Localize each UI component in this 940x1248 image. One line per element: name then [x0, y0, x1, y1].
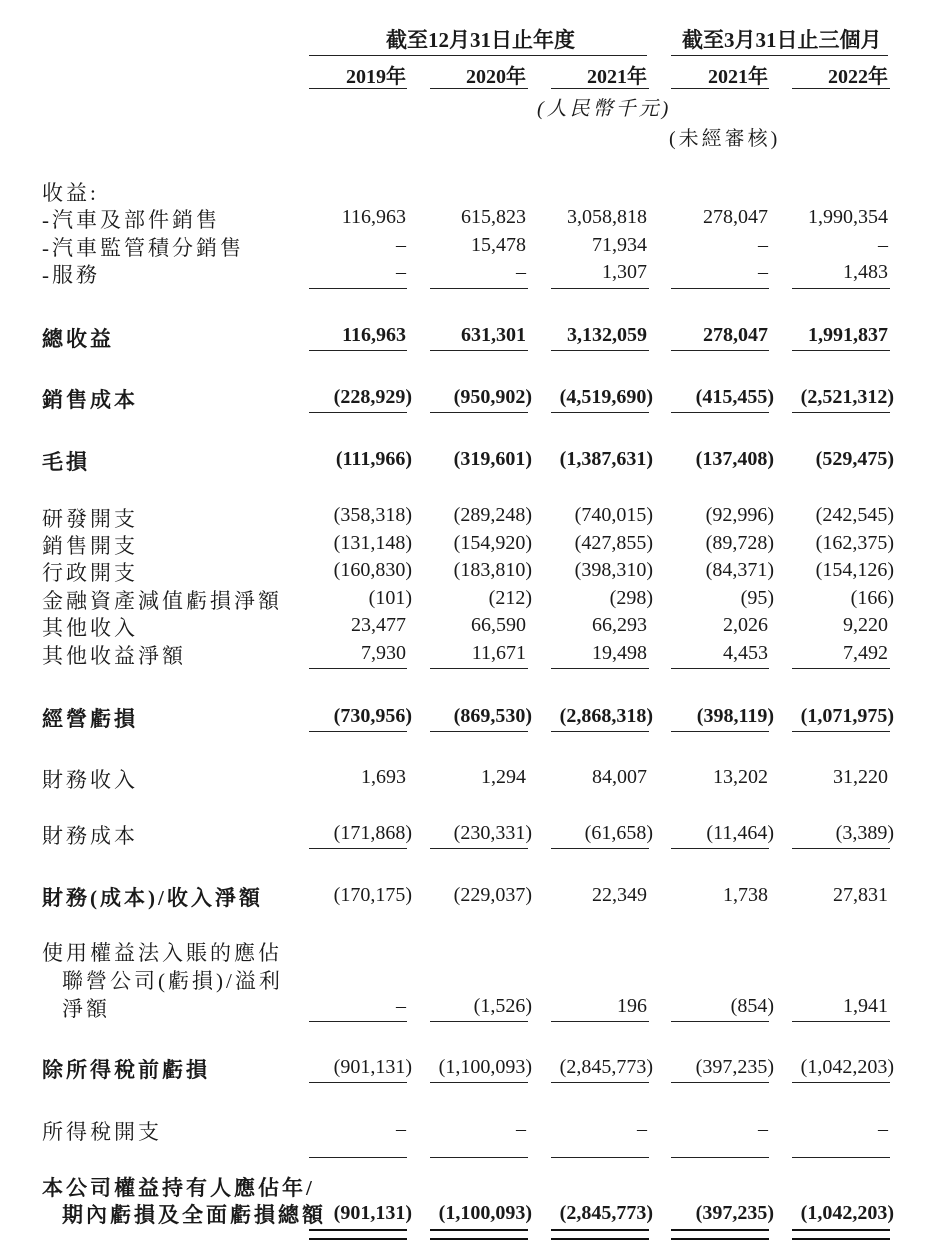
total-double-rule: [309, 1229, 407, 1240]
year-header: 2019年: [346, 66, 406, 88]
cell-value: –: [396, 261, 406, 283]
subtotal-rule: [671, 350, 769, 351]
cell-value: 1,294: [481, 766, 526, 788]
total-double-rule: [430, 1229, 528, 1240]
cell-value: (2,521,312): [800, 386, 894, 408]
subtotal-rule: [430, 288, 528, 289]
subtotal-rule: [309, 288, 407, 289]
year-rule: [309, 88, 407, 89]
row-label-impairment-losses: 金融資產減值虧損淨額: [42, 589, 282, 613]
header-group-rule: [671, 55, 888, 56]
cell-value: (84,371): [705, 559, 774, 581]
cell-value: –: [758, 234, 768, 256]
row-label-share-of-associates-3: 淨額: [62, 997, 110, 1021]
cell-value: (427,855): [574, 532, 653, 554]
cell-value: (137,408): [695, 448, 774, 470]
cell-value: (901,131): [333, 1202, 412, 1224]
cell-value: (1,042,203): [800, 1056, 894, 1078]
cell-value: (111,966): [335, 448, 412, 470]
cell-value: 196: [617, 995, 647, 1017]
row-label-admin-expenses: 行政開支: [42, 561, 138, 585]
cell-value: (1,100,093): [438, 1056, 532, 1078]
subtotal-rule: [551, 1157, 649, 1158]
cell-value: (1,387,631): [559, 448, 653, 470]
row-label-operating-loss: 經營虧損: [42, 707, 138, 731]
cell-value: 1,307: [602, 261, 647, 283]
cell-value: (1,526): [473, 995, 532, 1017]
cell-value: –: [516, 1118, 526, 1140]
subtotal-rule: [671, 412, 769, 413]
cell-value: (298): [609, 587, 653, 609]
subtotal-rule: [551, 350, 649, 351]
subtotal-rule: [430, 848, 528, 849]
cell-value: (1,042,203): [800, 1202, 894, 1224]
subtotal-rule: [792, 1157, 890, 1158]
cell-value: (1,100,093): [438, 1202, 532, 1224]
cell-value: 278,047: [703, 206, 768, 228]
row-label-rd-expenses: 研發開支: [42, 507, 138, 531]
subtotal-rule: [309, 1157, 407, 1158]
subtotal-rule: [792, 350, 890, 351]
cell-value: (160,830): [333, 559, 412, 581]
cell-value: (171,868): [333, 822, 412, 844]
cell-value: –: [516, 261, 526, 283]
subtotal-rule: [792, 668, 890, 669]
year-header: 2020年: [466, 66, 526, 88]
unaudited-note: (未經審核): [669, 128, 781, 150]
subtotal-rule: [430, 412, 528, 413]
cell-value: 22,349: [592, 884, 647, 906]
subtotal-rule: [551, 288, 649, 289]
cell-value: –: [396, 1118, 406, 1140]
subtotal-rule: [309, 1082, 407, 1083]
row-label-selling-expenses: 銷售開支: [42, 534, 138, 558]
cell-value: 66,590: [471, 614, 526, 636]
cell-value: 1,941: [843, 995, 888, 1017]
cell-value: (61,658): [584, 822, 653, 844]
cell-value: (854): [730, 995, 774, 1017]
subtotal-rule: [309, 848, 407, 849]
cell-value: (397,235): [695, 1056, 774, 1078]
row-label-services: -服務: [42, 263, 100, 287]
cell-value: 631,301: [461, 324, 526, 346]
cell-value: 15,478: [471, 234, 526, 256]
header-group-three-months: 截至3月31日止三個月: [682, 28, 882, 52]
cell-value: (730,956): [333, 705, 412, 727]
cell-value: (2,845,773): [559, 1202, 653, 1224]
cell-value: (89,728): [705, 532, 774, 554]
cell-value: (228,929): [333, 386, 412, 408]
subtotal-rule: [430, 1021, 528, 1022]
row-label-loss-before-tax: 除所得稅前虧損: [42, 1058, 210, 1082]
year-rule: [551, 88, 649, 89]
cell-value: 2,026: [723, 614, 768, 636]
cell-value: (398,310): [574, 559, 653, 581]
year-header: 2022年: [828, 66, 888, 88]
row-label-other-gains: 其他收益淨額: [42, 644, 186, 668]
currency-note: (人民幣千元): [537, 98, 672, 120]
subtotal-rule: [671, 731, 769, 732]
subtotal-rule: [792, 848, 890, 849]
row-label-vehicle-sales: -汽車及部件銷售: [42, 208, 220, 232]
cell-value: (529,475): [815, 448, 894, 470]
cell-value: (95): [740, 587, 774, 609]
cell-value: 1,483: [843, 261, 888, 283]
subtotal-rule: [792, 1021, 890, 1022]
row-label-gross-loss: 毛損: [42, 450, 90, 474]
row-label-cost-of-sales: 銷售成本: [42, 388, 138, 412]
cell-value: 1,693: [361, 766, 406, 788]
header-group-rule: [309, 55, 647, 56]
cell-value: (92,996): [705, 504, 774, 526]
cell-value: (131,148): [333, 532, 412, 554]
cell-value: 1,738: [723, 884, 768, 906]
subtotal-rule: [430, 350, 528, 351]
subtotal-rule: [309, 350, 407, 351]
subtotal-rule: [430, 668, 528, 669]
cell-value: 1,990,354: [808, 206, 888, 228]
cell-value: 1,991,837: [808, 324, 888, 346]
row-label-revenue: 收益:: [42, 181, 99, 205]
row-label-credit-sales: -汽車監管積分銷售: [42, 236, 244, 260]
subtotal-rule: [551, 1021, 649, 1022]
cell-value: (101): [368, 587, 412, 609]
cell-value: (397,235): [695, 1202, 774, 1224]
row-label-income-tax: 所得稅開支: [42, 1120, 162, 1144]
cell-value: 13,202: [713, 766, 768, 788]
row-label-total-revenue: 總收益: [42, 327, 114, 351]
subtotal-rule: [792, 288, 890, 289]
cell-value: 116,963: [341, 206, 406, 228]
subtotal-rule: [792, 1082, 890, 1083]
cell-value: 615,823: [461, 206, 526, 228]
cell-value: 66,293: [592, 614, 647, 636]
subtotal-rule: [430, 731, 528, 732]
subtotal-rule: [309, 1021, 407, 1022]
subtotal-rule: [671, 668, 769, 669]
year-header: 2021年: [708, 66, 768, 88]
subtotal-rule: [309, 668, 407, 669]
subtotal-rule: [551, 731, 649, 732]
subtotal-rule: [430, 1157, 528, 1158]
cell-value: –: [396, 995, 406, 1017]
cell-value: (229,037): [453, 884, 532, 906]
row-label-finance-income: 財務收入: [42, 768, 138, 792]
total-double-rule: [551, 1229, 649, 1240]
cell-value: 3,132,059: [567, 324, 647, 346]
cell-value: (289,248): [453, 504, 532, 526]
subtotal-rule: [792, 731, 890, 732]
row-label-finance-costs: 財務成本: [42, 824, 138, 848]
cell-value: –: [758, 261, 768, 283]
cell-value: 7,930: [361, 642, 406, 664]
cell-value: –: [758, 1118, 768, 1140]
cell-value: –: [878, 234, 888, 256]
cell-value: (212): [488, 587, 532, 609]
subtotal-rule: [671, 848, 769, 849]
cell-value: 31,220: [833, 766, 888, 788]
row-label-total-loss-2: 期內虧損及全面虧損總額: [62, 1203, 326, 1227]
cell-value: (2,845,773): [559, 1056, 653, 1078]
cell-value: (2,868,318): [559, 705, 653, 727]
subtotal-rule: [309, 731, 407, 732]
year-rule: [671, 88, 769, 89]
cell-value: (183,810): [453, 559, 532, 581]
cell-value: 116,963: [342, 324, 406, 346]
subtotal-rule: [309, 412, 407, 413]
cell-value: (869,530): [453, 705, 532, 727]
cell-value: 4,453: [723, 642, 768, 664]
cell-value: –: [637, 1118, 647, 1140]
subtotal-rule: [430, 1082, 528, 1083]
cell-value: (901,131): [333, 1056, 412, 1078]
cell-value: 71,934: [592, 234, 647, 256]
cell-value: (950,902): [453, 386, 532, 408]
cell-value: 84,007: [592, 766, 647, 788]
cell-value: (398,119): [696, 705, 774, 727]
subtotal-rule: [671, 288, 769, 289]
row-label-share-of-associates-2: 聯營公司(虧損)/溢利: [62, 969, 283, 993]
header-group-year-end: 截至12月31日止年度: [386, 28, 575, 52]
subtotal-rule: [551, 1082, 649, 1083]
cell-value: (166): [850, 587, 894, 609]
cell-value: 19,498: [592, 642, 647, 664]
cell-value: –: [396, 234, 406, 256]
total-double-rule: [792, 1229, 890, 1240]
cell-value: (154,920): [453, 532, 532, 554]
subtotal-rule: [792, 412, 890, 413]
year-rule: [430, 88, 528, 89]
year-rule: [792, 88, 890, 89]
cell-value: (170,175): [333, 884, 412, 906]
cell-value: (154,126): [815, 559, 894, 581]
cell-value: 278,047: [703, 324, 768, 346]
cell-value: (1,071,975): [800, 705, 894, 727]
cell-value: (319,601): [453, 448, 532, 470]
cell-value: –: [878, 1118, 888, 1140]
cell-value: 23,477: [351, 614, 406, 636]
cell-value: 27,831: [833, 884, 888, 906]
row-label-share-of-associates-1: 使用權益法入賬的應佔: [42, 941, 282, 965]
cell-value: (358,318): [333, 504, 412, 526]
cell-value: 7,492: [843, 642, 888, 664]
cell-value: (3,389): [835, 822, 894, 844]
cell-value: 3,058,818: [567, 206, 647, 228]
total-double-rule: [671, 1229, 769, 1240]
year-header: 2021年: [587, 66, 647, 88]
subtotal-rule: [671, 1082, 769, 1083]
subtotal-rule: [551, 668, 649, 669]
subtotal-rule: [551, 848, 649, 849]
cell-value: 11,671: [471, 642, 526, 664]
row-label-other-income: 其他收入: [42, 616, 138, 640]
subtotal-rule: [671, 1021, 769, 1022]
subtotal-rule: [551, 412, 649, 413]
cell-value: (242,545): [815, 504, 894, 526]
cell-value: (4,519,690): [559, 386, 653, 408]
cell-value: (11,464): [706, 822, 774, 844]
cell-value: (415,455): [695, 386, 774, 408]
row-label-net-finance: 財務(成本)/收入淨額: [42, 886, 263, 910]
cell-value: (740,015): [574, 504, 653, 526]
cell-value: (162,375): [815, 532, 894, 554]
row-label-total-loss-1: 本公司權益持有人應佔年/: [42, 1176, 315, 1200]
cell-value: (230,331): [453, 822, 532, 844]
subtotal-rule: [671, 1157, 769, 1158]
cell-value: 9,220: [843, 614, 888, 636]
